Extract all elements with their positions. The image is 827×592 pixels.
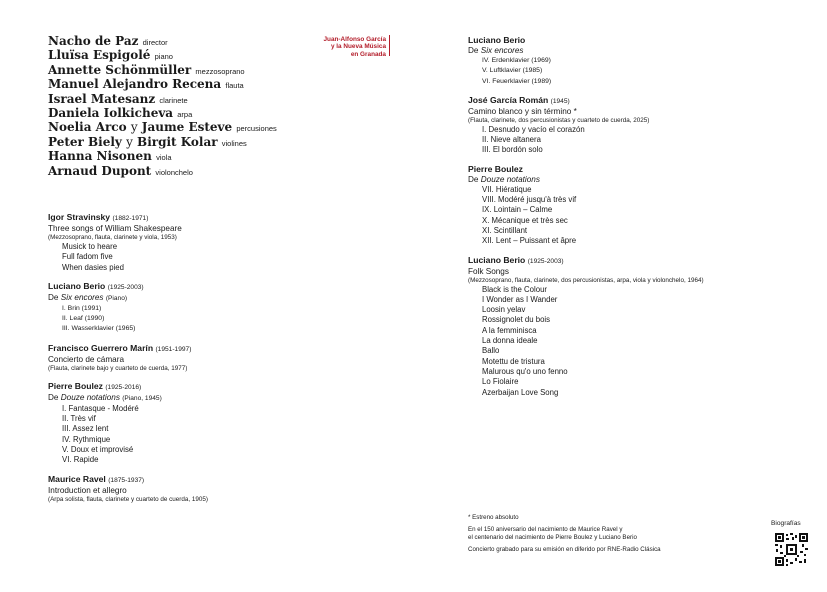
movement: II. Nieve altanera: [482, 135, 541, 145]
premiere-note: * Estreno absoluto: [468, 514, 519, 521]
movement: I. Brin (1991): [62, 304, 102, 312]
performer: Arnaud Dupont violonchelo: [48, 163, 193, 178]
movement: I Wonder as I Wander: [482, 294, 558, 304]
movement: III. El bordón solo: [482, 145, 543, 155]
movement: Lo Fiolaire: [482, 377, 519, 387]
movement: VI. Rapide: [62, 455, 99, 465]
performers-list: [48, 35, 298, 179]
work-title: De Douze notations (Piano, 1945): [48, 392, 162, 402]
composer: Luciano Berio: [468, 35, 526, 45]
movement: III. Wasserklavier (1965): [62, 325, 136, 333]
brand-logo: [300, 36, 386, 58]
brand-line: Juan-Alfonso García: [323, 36, 386, 43]
work-title: Concierto de cámara: [48, 354, 124, 364]
biografias-label: Biografías: [771, 520, 801, 527]
work-title: De Douze notations: [468, 174, 540, 184]
anniversary-note: En el 150 aniversario del nacimiento de Maurice Ravel y el centenario del nacimiento de Pierre Boulez y Luciano Berio: [468, 526, 637, 541]
program-item: [468, 35, 768, 87]
movement: X. Mécanique et très sec: [482, 215, 568, 225]
performer: Manuel Alejandro Recena flauta: [48, 77, 244, 92]
recording-note: Concierto grabado para su emisión en diferido por RNE-Radio Clásica: [468, 546, 661, 553]
movement: La donna ideale: [482, 336, 538, 346]
performer: Nacho de Paz director: [48, 34, 168, 48]
movement: Azerbaijan Love Song: [482, 387, 559, 397]
movement: XI. Scintillant: [482, 225, 528, 235]
work-title: Three songs of William Shakespeare: [48, 224, 182, 233]
instrumentation: (Flauta, clarinete, dos percusionistas y cuarteto de cuerda, 2025): [468, 116, 650, 124]
movement: IV. Rythmique: [62, 434, 111, 444]
composer: Luciano Berio (1925-2003): [468, 254, 564, 265]
movement: Motettu de tristura: [482, 356, 545, 366]
movement: XII. Lent – Puissant et âpre: [482, 236, 577, 246]
program-item: [468, 255, 768, 398]
program-item: [468, 164, 768, 247]
movement: A la femminisca: [482, 325, 537, 335]
movement: IV. Erdenklavier (1969): [482, 57, 551, 64]
movement: VIII. Modéré jusqu'à très vif: [482, 195, 577, 205]
work-title: Introduction et allegro: [48, 485, 127, 495]
work-title: De Six encores: [468, 46, 524, 55]
program-item: [468, 95, 768, 156]
brand-line: y la Nueva Música: [330, 43, 386, 51]
movement: Rossignolet du bois: [482, 315, 551, 325]
instrumentation: (Flauta, clarinete bajo y cuarteto de cuerda, 1977): [48, 364, 188, 372]
movement: II. Très vif: [62, 414, 96, 424]
work-title: De Six encores (Piano): [48, 292, 128, 302]
program-item: [48, 281, 308, 335]
instrumentation: (Arpa solista, flauta, clarinete y cuarteto de cuerda, 1905): [48, 495, 208, 503]
brand-line: en Granada: [350, 50, 386, 58]
program-item: [48, 381, 308, 466]
composer: Pierre Boulez: [468, 163, 523, 174]
movement: Loosin yelav: [482, 305, 526, 315]
performer: Noelia Arco y Jaume Esteve percusiones: [48, 120, 277, 135]
performer: Annette Schönmüller mezzosoprano: [48, 62, 245, 77]
movement: V. Doux et improvisé: [62, 444, 134, 454]
footnotes: [468, 514, 748, 558]
work-title: Camino blanco y sin término *: [468, 106, 577, 116]
composer: Luciano Berio (1925-2003): [48, 280, 144, 291]
movement: When dasies pied: [62, 262, 124, 272]
composer: Pierre Boulez (1925-2016): [48, 380, 142, 391]
composer: Francisco Guerrero Marín (1951-1997): [48, 342, 192, 353]
movement: II. Leaf (1990): [62, 315, 105, 323]
movement: VI. Feuerklavier (1989): [482, 77, 552, 85]
instrumentation: (Mezzosoprano, flauta, clarinete, dos percusionistas, arpa, viola y violonchelo, 1964): [468, 276, 704, 284]
program-right: [468, 35, 768, 406]
movement: III. Assez lent: [62, 424, 109, 434]
movement: Black is the Colour: [482, 284, 548, 294]
program-item: [48, 212, 308, 273]
performer: Peter Biely y Birgit Kolar violines: [48, 134, 247, 149]
movement: I. Fantasque - Modéré: [62, 403, 139, 413]
program-item: [48, 343, 308, 373]
program-item: [48, 474, 308, 504]
performer: Hanna Nisonen viola: [48, 149, 172, 164]
composer: Maurice Ravel (1875-1937): [48, 473, 145, 484]
qr-code-icon[interactable]: [775, 533, 808, 566]
movement: VII. Hiératique: [482, 184, 532, 194]
performer: Israel Matesanz clarinete: [48, 91, 188, 106]
movement: Musick to heare: [62, 242, 118, 251]
instrumentation: (Mezzosoprano, flauta, clarinete y viola, 1953): [48, 234, 177, 241]
program-left: [48, 212, 308, 512]
movement: Ballo: [482, 346, 500, 356]
work-title: Folk Songs: [468, 266, 509, 276]
movement: Full fadom five: [62, 252, 113, 262]
movement: V. Luftklavier (1985): [482, 67, 543, 75]
performer: Daniela Iolkicheva arpa: [48, 106, 193, 121]
composer: Igor Stravinsky (1882-1971): [48, 212, 149, 222]
movement: I. Desnudo y vacío el corazón: [482, 124, 585, 134]
performer: Lluïsa Espigolé piano: [48, 48, 173, 63]
movement: Malurous qu'o uno fenno: [482, 366, 568, 376]
movement: IX. Lointain – Calme: [482, 205, 553, 215]
composer: José García Román (1945): [468, 94, 570, 105]
brand-divider: [389, 35, 390, 56]
